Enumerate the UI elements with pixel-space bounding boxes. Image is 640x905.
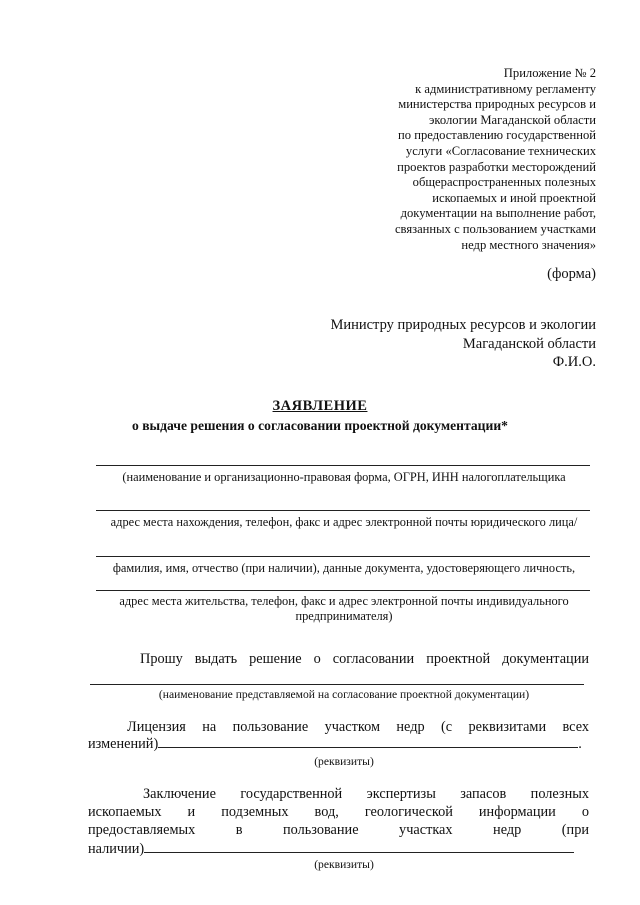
license-details-caption: (реквизиты) (314, 755, 374, 768)
addressee-line: Магаданской области (462, 335, 596, 352)
appendix-line: недр местного значения» (461, 237, 596, 252)
documentation-name-field[interactable] (90, 684, 584, 685)
license-line (88, 735, 589, 753)
conclusion-details-field[interactable] (144, 840, 574, 853)
applicant-residence-caption: адрес места жительства, телефон, факс и адрес электронной почты индивидуального (119, 594, 569, 608)
applicant-address-caption: адрес места нахождения, телефон, факс и адрес электронной почты юридического лица/ (110, 515, 578, 529)
conclusion-text-line4: наличии) (88, 841, 145, 857)
form-label: (форма) (547, 266, 596, 282)
applicant-residence-caption-cont: предпринимателя) (295, 609, 393, 623)
appendix-line: проектов разработки месторождений (397, 159, 596, 174)
appendix-header (336, 66, 596, 253)
appendix-line: общераспространенных полезных (412, 175, 596, 190)
license-details-field[interactable] (158, 735, 578, 748)
appendix-line: по предоставлению государственной (398, 128, 596, 143)
applicant-name-field[interactable] (96, 465, 590, 466)
conclusion-text-line3: предоставляемых в пользование участках недр (при (88, 822, 589, 838)
conclusion-line (88, 840, 589, 858)
appendix-line: Приложение № 2 (503, 66, 596, 80)
appendix-line: к административному регламенту (415, 81, 596, 96)
documentation-name-caption: (наименование представляемой на согласование проектной документации) (158, 688, 530, 701)
request-text: Прошу выдать решение о согласовании проектной документации (140, 651, 589, 667)
appendix-line: министерства природных ресурсов и (398, 97, 596, 112)
applicant-residence-field[interactable] (96, 590, 590, 591)
appendix-line: ископаемых и иной проектной (432, 190, 596, 205)
document-subtitle: о выдаче решения о согласовании проектной документации* (132, 418, 508, 433)
appendix-line: документации на выполнение работ, (400, 206, 596, 221)
applicant-name-caption: (наименование и организационно-правовая форма, ОГРН, ИНН налогоплательщика (122, 470, 566, 484)
applicant-address-field[interactable] (96, 510, 590, 511)
appendix-line: услуги «Согласование технических (405, 143, 596, 158)
conclusion-details-caption: (реквизиты) (314, 858, 374, 871)
conclusion-text-line1: Заключение государственной экспертизы запасов полезных (143, 786, 589, 802)
license-text: Лицензия на пользование участком недр (с реквизитами всех (127, 719, 589, 735)
addressee-block (330, 316, 596, 372)
addressee-line: Министру природных ресурсов и экологии (330, 317, 596, 333)
appendix-line: экологии Магаданской области (428, 112, 596, 127)
applicant-person-field[interactable] (96, 556, 590, 557)
license-period: . (578, 736, 582, 752)
license-text-cont: изменений) (88, 736, 159, 752)
applicant-person-caption: фамилия, имя, отчество (при наличии), данные документа, удостоверяющего личность, (112, 561, 576, 575)
document-title: ЗАЯВЛЕНИЕ (272, 398, 368, 414)
addressee-name: Ф.И.О. (552, 354, 596, 370)
conclusion-text-line2: ископаемых и подземных вод, геологической информации о (88, 804, 589, 820)
appendix-line: связанных с пользованием участками (394, 221, 596, 236)
